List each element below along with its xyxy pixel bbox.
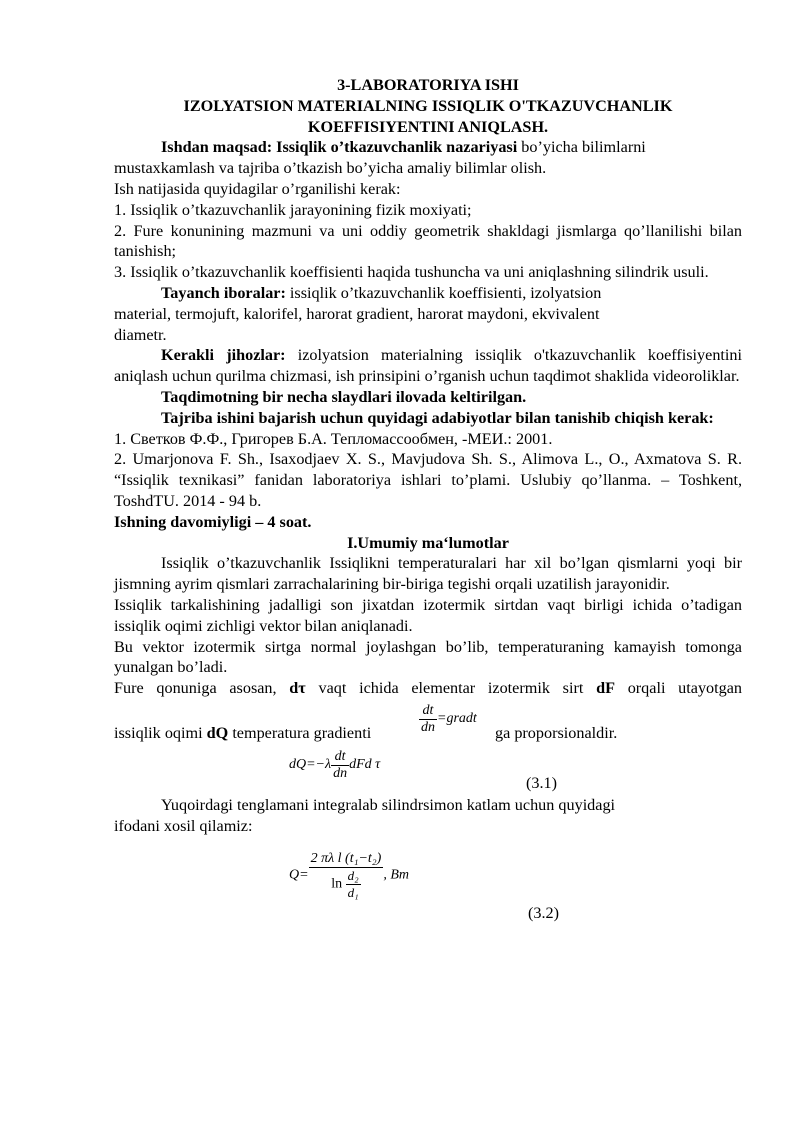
eq2-lhs: Q= <box>289 867 309 883</box>
fure-text: vaqt ichida elementar izotermik sirt <box>305 679 597 698</box>
lab-title: 3-LABORATORIYA ISHI <box>337 76 519 94</box>
literature-item: 2. Umarjonova F. Sh., Isaxodjaev X. S., Mavjudova Sh. S., Alimova L., O., Axmatova S. R. “Issiqlik texnikasi” fanidan laboratoriya ishlari to’plami. Uslubiy qo’llanma. – Toshkent, ToshdTU. 2014 - 94 b. <box>114 450 742 510</box>
eq1-rhs: dFd τ <box>349 757 381 772</box>
paragraph: Issiqlik o’tkazuvchanlik Issiqlikni temperaturalari har xil bo’lgan qismlarni yoqi bir jismning ayrim qismlari zarrachalarining bir-biriga tegishi orqali uzatilish jarayonidir. <box>114 554 742 594</box>
eq2-ln: ln <box>331 876 343 891</box>
list-item: 1. Issiqlik o’tkazuvchanlik jarayonining fizik moxiyati; <box>114 200 472 219</box>
equipment-label: Kerakli jihozlar: <box>161 346 286 365</box>
aim-paragraph <box>114 137 742 158</box>
fure-text: ga proporsionaldir. <box>495 723 618 742</box>
section-title: I.Umumiy ma‘lumotlar <box>347 533 509 552</box>
keywords-label: Tayanch iboralar: <box>161 283 286 302</box>
fure-paragraph <box>114 678 742 699</box>
paragraph: Yuqoirdagi tenglamani integralab silindrsimon katlam uchun quyidagi <box>161 795 616 814</box>
fure-df: dF <box>596 679 615 698</box>
equation-number: (3.2) <box>528 903 560 922</box>
fure-dtau: dτ <box>289 679 306 698</box>
paragraph: Bu vektor izotermik sirtga normal joylashgan bo’lib, temperaturaning kamayish tomonga yunalgan bo’ladi. <box>114 637 742 677</box>
list-item: 2. Fure konunining mazmuni va uni oddiy geometrik shakldagi jismlarga qo’llanilishi bilan tanishish; <box>114 221 742 261</box>
equation-number: (3.1) <box>526 773 558 792</box>
aim-text-cont: mustaxkamlash va tajriba o’tkazish bo’yicha amaliy bilimlar olish. <box>114 159 547 178</box>
gradient-formula <box>419 703 477 736</box>
list-item: 3. Issiqlik o’tkazuvchanlik koeffisienti haqida tushuncha va uni aniqlashning silindrik usuli. <box>114 263 709 282</box>
literature-intro: Tajriba ishini bajarish uchun quyidagi adabiyotlar bilan tanishib chiqish kerak: <box>161 408 714 427</box>
lab-subtitle: IZOLYATSION MATERIALNING ISSIQLIK O'TKAZUVCHANLIK <box>183 96 673 115</box>
equipment-paragraph <box>114 345 742 387</box>
fure-text: Fure qonuniga asosan, <box>114 679 290 698</box>
eq1-num: dt <box>331 749 349 766</box>
keywords-text-cont: material, termojuft, kalorifel, harorat gradient, harorat maydoni, ekvivalent <box>114 304 600 323</box>
keywords-text: issiqlik o’tkazuvchanlik koeffisienti, izolyatsion <box>285 283 602 302</box>
eq1-den: dn <box>333 765 348 781</box>
keywords-text-end: diametr. <box>114 325 167 344</box>
fure-dq: dQ <box>206 723 229 742</box>
eq1-lhs: dQ=−λ <box>289 757 332 772</box>
eq2-num: 2 πλ l (t₁−t₂) <box>310 850 382 866</box>
document-page <box>114 75 742 931</box>
slides-note: Taqdimotning bir necha slaydlari ilovada keltirilgan. <box>161 387 527 406</box>
fure-text: issiqlik oqimi <box>114 723 207 742</box>
aim-text: bo’yicha bilimlarni <box>517 138 646 157</box>
eq2-den-den: d₁ <box>347 884 359 900</box>
duration: Ishning davomiyligi – 4 soat. <box>114 512 312 531</box>
results-intro: Ish natijasida quyidagilar o’rganilishi kerak: <box>114 179 401 198</box>
gradient-num: dt <box>419 703 437 720</box>
gradient-den: dn <box>421 719 435 735</box>
lab-subtitle-cont: KOEFFISIYENTINI ANIQLASH. <box>307 117 549 136</box>
literature-item: 1. Светков Ф.Ф., Григорев Б.А. Тепломассообмен, -МЕИ.: 2001. <box>114 429 553 448</box>
eq2-den-num: d₂ <box>347 867 359 883</box>
fure-paragraph-cont <box>114 703 742 745</box>
equation-3-1 <box>114 749 742 795</box>
keywords-paragraph <box>114 283 742 304</box>
fure-text: temperatura gradienti <box>228 723 372 742</box>
paragraph: ifodani xosil qilamiz: <box>114 816 253 835</box>
aim-label: Ishdan maqsad: Issiqlik o’tkazuvchanlik nazariyasi <box>161 138 518 157</box>
fure-text: orqali utayotgan <box>614 679 743 698</box>
eq2-rhs: , Bm <box>383 867 409 883</box>
gradient-rest: =gradt <box>437 711 477 726</box>
paragraph: Issiqlik tarkalishining jadalligi son jixatdan izotermik sirtdan vaqt birligi ichida o’tadigan issiqlik oqimi zichligi vektor bilan aniqlanadi. <box>114 595 742 635</box>
equipment-text: izolyatsion materialning issiqlik o'tkazuvchanlik koeffisiyentini aniqlash uchun qurilma chizmasi, ish prinsipini o’rganish uchun taqdimot shaklida videoroliklar. <box>114 346 742 386</box>
equation-3-2 <box>114 851 742 931</box>
